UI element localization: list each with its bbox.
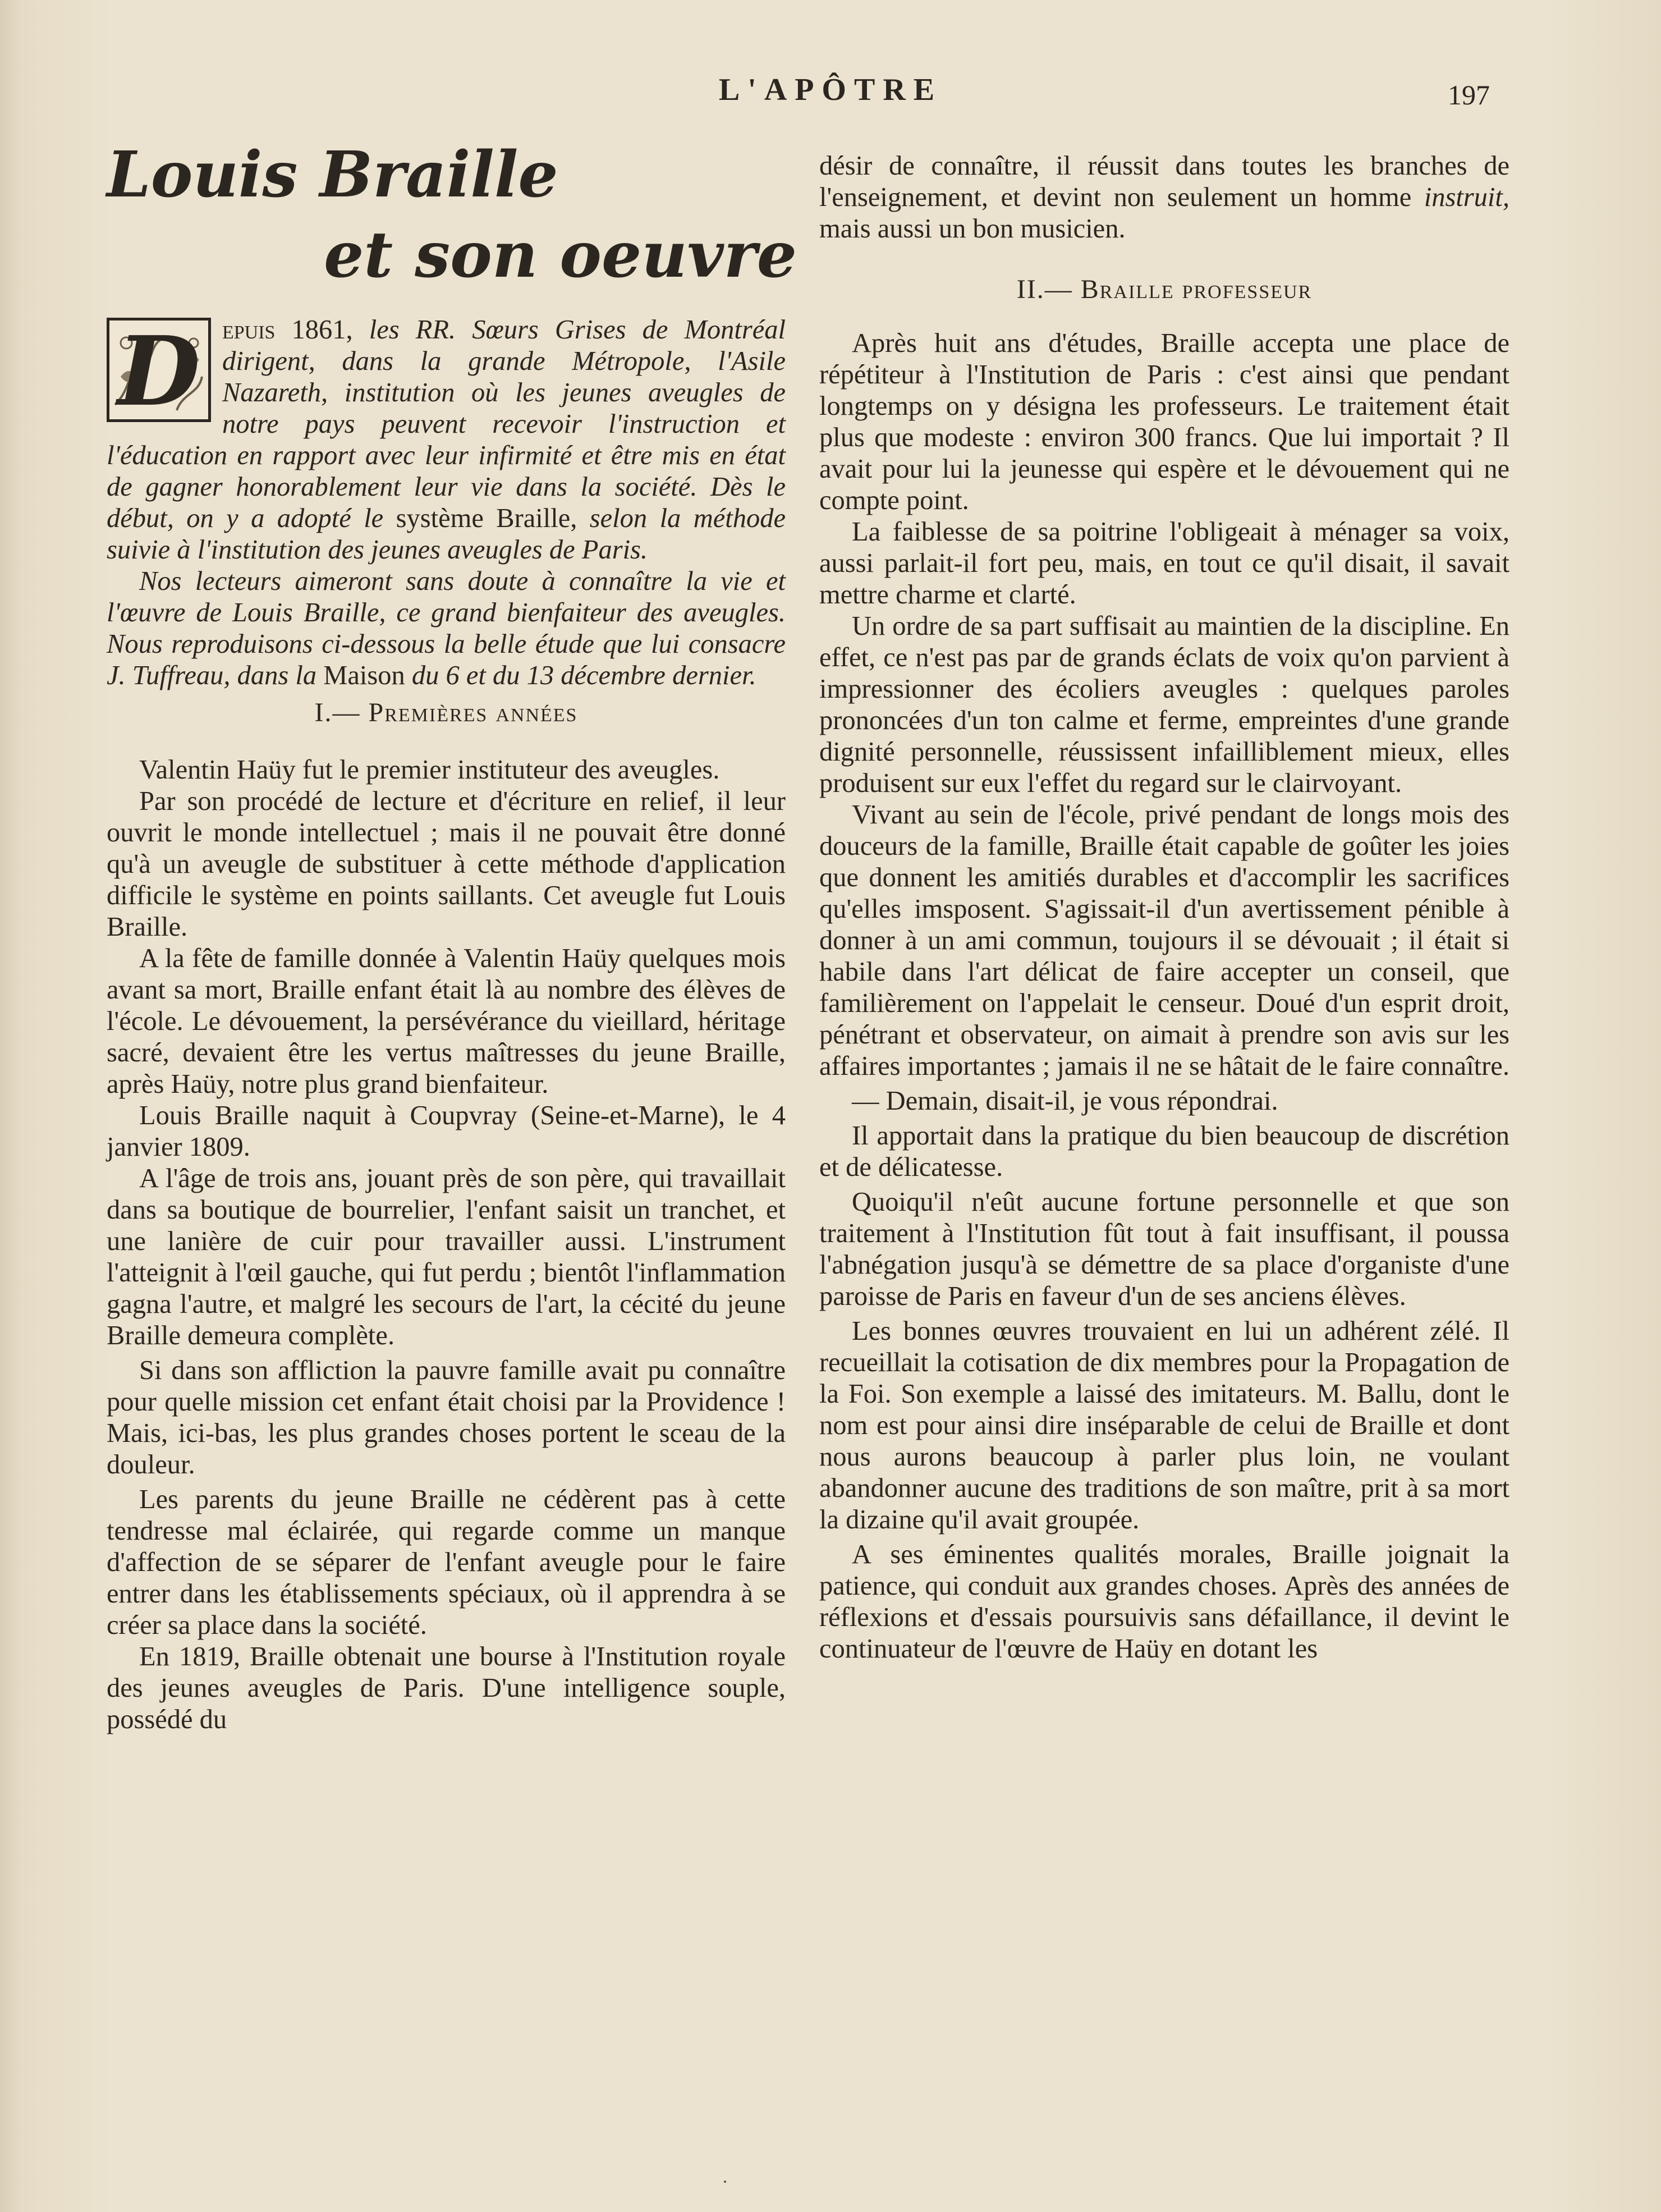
right-continuation: [819, 150, 1509, 245]
section-heading-1: I.— Premières années: [314, 698, 578, 727]
print-speck: [724, 2181, 726, 2183]
intro-paragraph-2: [107, 566, 786, 691]
title-line-1: Louis Braille: [107, 138, 558, 212]
right-column: [819, 150, 1509, 1665]
intro-text-d: selon la méthode suivie à l'institution des jeunes aveugles de Paris.: [107, 503, 786, 565]
right-paragraph: Les bonnes œuvres trouvaient en lui un adhérent zélé. Il recueillait la cotisation de dix membres pour la Propagation de la Foi. Son exemple a laissé des imitateurs. M. Ballu, dont le nom est pour ainsi dire inséparable de celui de Braille et dont nous aurons beaucoup à parler plus loin, ne voulant abandonner aucune des traditions de son maître, prit à sa mort la dizaine qu'il avait groupée.: [819, 1316, 1509, 1535]
right-paragraph: Après huit ans d'études, Braille accepta une place de répétiteur à l'Institution de Paris : c'est ainsi que pendant longtemps on y désigna les professeurs. Le traitement était plus que modeste : environ 300 francs. Que lui importait ? Il avait pour lui la jeunesse qui espère et le dévouement qui ne compte point.: [819, 328, 1509, 515]
intro-text-c: système Braille,: [396, 503, 577, 533]
intro-p2-maison: Maison: [323, 661, 405, 690]
left-paragraph: Les parents du jeune Braille ne cédèrent pas à cette tendresse mal éclairée, qui regarde comme un manque d'affection de se séparer de l'enfant aveugle pour le faire entrer dans les établissements spéciaux, où il apprendra à se créer sa place dans la société.: [107, 1485, 786, 1640]
dropcap-letter: D: [117, 315, 200, 428]
intro-p2-a: Nos lecteurs aimeront sans doute à connaître la vie et l'œuvre de Louis Braille, ce grand bienfaiteur des aveugles. Nous reproduisons ci-dessous la belle étude que lui consacre J. Tuffreau, dans la: [107, 566, 786, 690]
intro-paragraph-1: [107, 314, 786, 566]
intro-p2-c: du 6 et du 13 décembre dernier.: [405, 661, 756, 690]
right-paragraph: — Demain, disait-il, je vous répondrai.: [852, 1086, 1278, 1116]
left-paragraph: A l'âge de trois ans, jouant près de son père, qui travaillait dans sa boutique de bourrelier, l'enfant saisit un tranchet, et une lanière de cuir pour travailler aussi. L'instrument l'atteignit à l'œil gauche, qui fut perdu ; bientôt l'inflammation gagna l'autre, et malgré les secours de l'art, la cécité du jeune Braille demeura complète.: [107, 1164, 786, 1350]
intro-year: 1861,: [275, 315, 369, 345]
intro-text-b: les RR. Sœurs Grises de Montréal dirigent, dans la grande Métropole, l'Asile Nazareth, institution où les jeunes aveugles de notre pays peuvent recevoir l'instruction et l'éducation en rapport avec leur infirmité et être mis en état de gagner honorablement leur vie dans la société. Dès le début, on y a adopté le: [107, 315, 786, 533]
right-paragraph: Il apportait dans la pratique du bien beaucoup de discrétion et de délicatesse.: [819, 1121, 1509, 1182]
right-top-c: mais aussi un bon musicien.: [819, 214, 1126, 244]
left-paragraph: Valentin Haüy fut le premier instituteur des aveugles.: [139, 755, 720, 785]
right-paragraph: A ses éminentes qualités morales, Braille joignait la patience, qui conduit aux grandes choses. Après des années de réflexions et d'essais poursuivis sans défaillance, il devint le continuateur de l'œuvre de Haüy en dotant les: [819, 1540, 1509, 1664]
left-paragraph: Louis Braille naquit à Coupvray (Seine-et-Marne), le 4 janvier 1809.: [107, 1101, 786, 1162]
left-column: [107, 314, 786, 1735]
left-paragraph: En 1819, Braille obtenait une bourse à l'Institution royale des jeunes aveugles de Paris. D'une intelligence souple, possédé du: [107, 1642, 786, 1734]
section-heading-2: II.— Braille professeur: [1016, 274, 1313, 304]
right-paragraph: La faiblesse de sa poitrine l'obligeait à ménager sa voix, aussi parlait-il fort peu, mais, en tout ce qu'il disait, il savait mettre charme et clarté.: [819, 517, 1509, 610]
page-number: 197: [1448, 79, 1490, 111]
dropcap-ornament: [107, 315, 211, 428]
left-paragraph: Si dans son affliction la pauvre famille avait pu connaître pour quelle mission cet enfant était choisi par la Providence ! Mais, ici-bas, les plus grandes choses portent le sceau de la douleur.: [107, 1355, 786, 1480]
right-top-a: désir de connaître, il réussit dans toutes les branches de l'enseignement, et devint non seulement un homme: [819, 151, 1509, 212]
article-title: [107, 140, 797, 290]
intro-first-word: epuis: [222, 315, 276, 345]
running-title: L'APÔTRE: [718, 72, 943, 107]
left-paragraph: A la fête de famille donnée à Valentin Haüy quelques mois avant sa mort, Braille enfant était là au nombre des élèves de l'école. Le dévouement, la persévérance du vieillard, héritage sacré, devaient être les vertus maîtresses du jeune Braille, après Haüy, notre plus grand bienfaiteur.: [107, 944, 786, 1099]
right-paragraph: Un ordre de sa part suffisait au maintien de la discipline. En effet, ce n'est pas par de grands éclats de voix qu'on parvient à impressionner des écoliers aveugles : quelques paroles prononcées d'un ton calme et ferme, empreintes d'une grande dignité personnelle, réussissent infailliblement mieux, elles produisent sur eux l'effet du regard sur le clairvoyant.: [819, 611, 1509, 798]
right-paragraph: Quoiqu'il n'eût aucune fortune personnelle et que son traitement à l'Institution fût tout à fait insuffisant, il poussa l'abnégation jusqu'à se démettre de sa place d'organiste d'une paroisse de Paris en faveur d'un de ses anciens élèves.: [819, 1187, 1509, 1311]
left-paragraph: Par son procédé de lecture et d'écriture en relief, il leur ouvrit le monde intellectuel ; mais il ne pouvait être donné qu'à un aveugle de substituer à cette méthode d'application difficile le système en points saillants. Cet aveugle fut Louis Braille.: [107, 786, 786, 942]
title-line-2: et son oeuvre: [324, 218, 797, 292]
right-top-instruit: instruit,: [1424, 182, 1509, 212]
right-paragraph: Vivant au sein de l'école, privé pendant de longs mois des douceurs de la famille, Braille était capable de goûter les joies que donnent les amitiés durables et d'accomplir les sacrifices qu'elles imsposent. S'agissait-il d'un avertissement pénible à donner à un ami commun, toujours il se dévouait ; il était si habile dans l'art délicat de faire accepter un conseil, que familièrement on l'appelait le censeur. Doué d'un esprit droit, pénétrant et observateur, on aimait à prendre son avis sur les affaires importantes ; jamais il ne se hâtait de le faire connaître.: [819, 800, 1509, 1081]
